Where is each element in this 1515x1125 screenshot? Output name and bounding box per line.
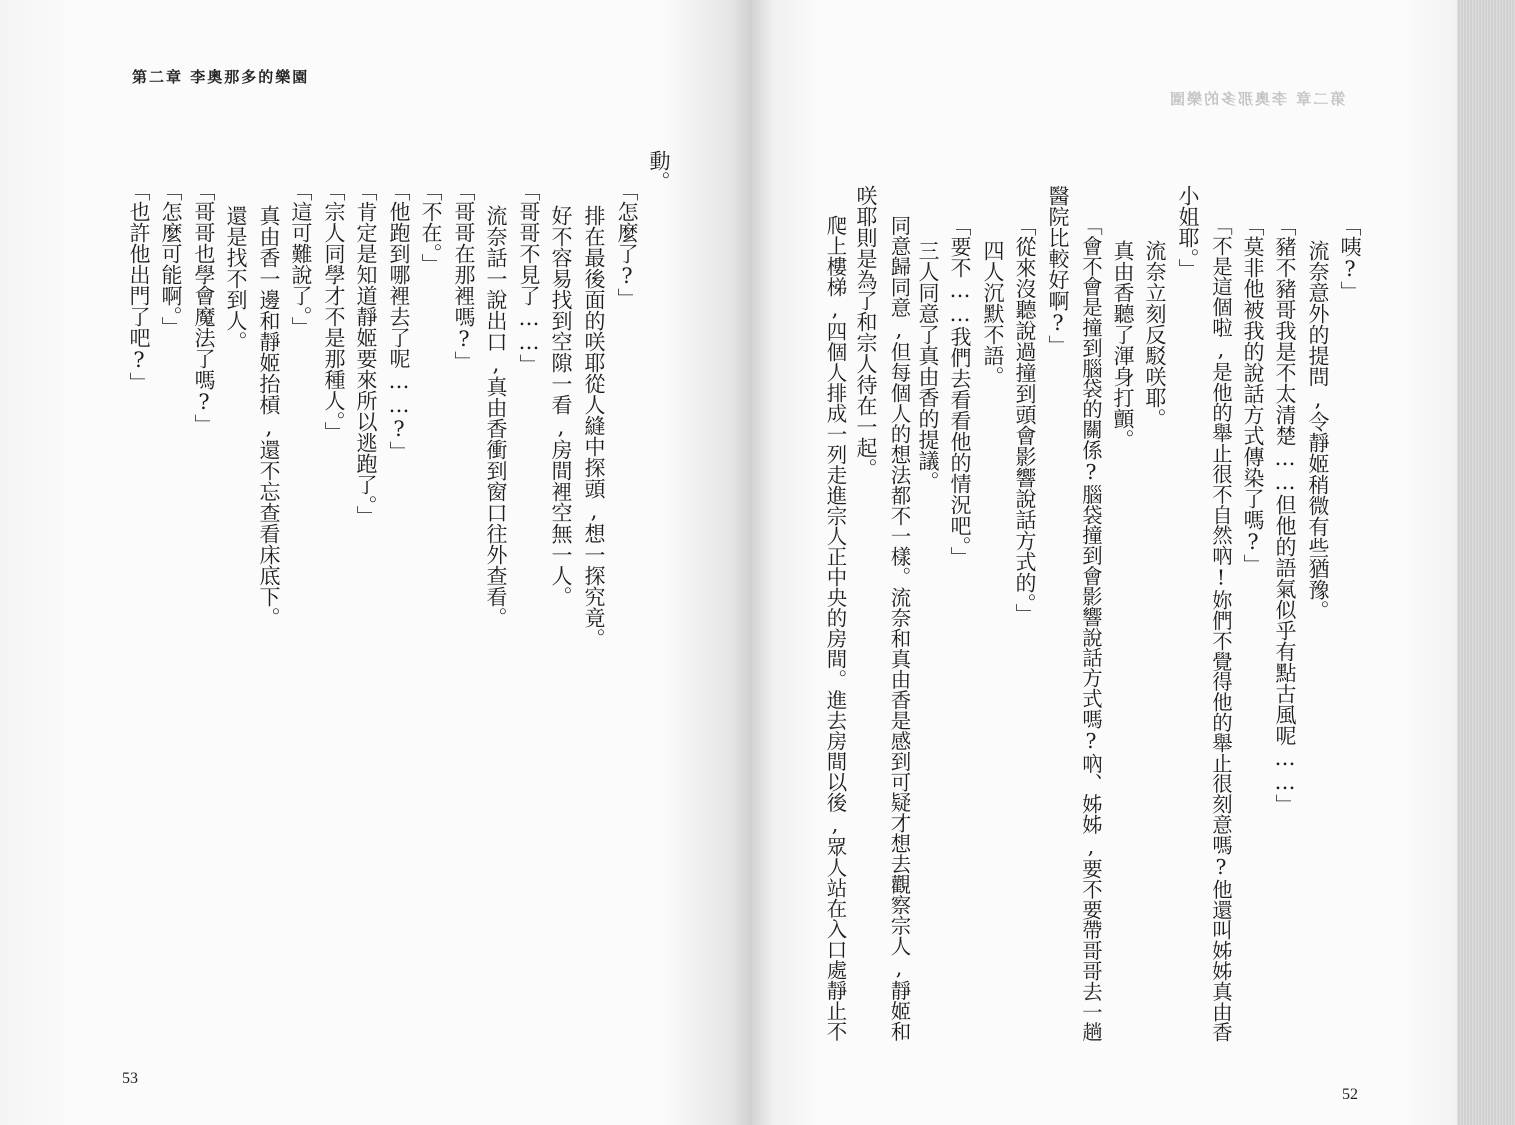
text-column: 動。 xyxy=(647,150,671,192)
text-column: 「宗人同學才不是那種人。」 xyxy=(322,180,346,443)
page-number: 53 xyxy=(122,1070,138,1087)
text-column: 四人沉默不語。 xyxy=(981,240,1005,387)
text-column: 「從來沒聽說過撞到頭會影響說話方式的。」 xyxy=(1013,215,1037,625)
running-head-bleed-through: 第二章 李奧那多的樂園 xyxy=(1168,90,1346,108)
text-column: 三人同意了真由香的提議。 xyxy=(916,240,940,492)
text-column: 咲耶則是為了和宗人待在一起。 xyxy=(854,185,878,479)
text-column: 「也許他出門了吧?」 xyxy=(127,180,151,393)
text-column: 「他跑到哪裡去了呢……?」 xyxy=(387,180,411,462)
text-column: 「咦?」 xyxy=(1338,215,1362,302)
text-column: 爬上樓梯,四個人排成一列走進宗人正中央的房間。進去房間以後,眾人站在入口處靜止不 xyxy=(823,215,847,1042)
left-page xyxy=(0,0,752,1125)
text-column: 「不是這個啦,是他的舉止很不自然吶!妳們不覺得他的舉止很刻意嗎?他還叫姊姊真由香 xyxy=(1209,215,1233,1043)
text-column: 「肯定是知道靜姬要來所以逃跑了。」 xyxy=(354,180,378,527)
text-column: 「這可難說了。」 xyxy=(289,180,313,338)
text-column: 真由香一邊和靜姬抬槓,還不忘查看床底下。 xyxy=(257,205,281,628)
text-column: 好不容易找到空隙一看,房間裡空無一人。 xyxy=(549,205,573,607)
text-column: 「哥哥不見了……」 xyxy=(517,180,541,375)
text-column: 「莫非他被我的說話方式傳染了嗎?」 xyxy=(1241,215,1265,575)
text-column: 同意歸同意,但每個人的想法都不一樣。流奈和真由香是感到可疑才想去觀察宗人,靜姬和 xyxy=(887,215,911,1042)
text-column: 流奈話一說出口,真由香衝到窗口往外查看。 xyxy=(484,205,508,628)
text-column: 小姐耶。」 xyxy=(1176,185,1200,280)
text-column: 還是找不到人。 xyxy=(224,205,248,352)
text-column: 真由香聽了渾身打顫。 xyxy=(1111,240,1135,450)
page-number: 52 xyxy=(1342,1086,1358,1103)
text-column: 醫院比較好啊?」 xyxy=(1046,185,1070,356)
right-page xyxy=(752,0,1457,1125)
text-column: 「豬不豬哥我是不太清楚……但他的語氣似乎有點古風呢……」 xyxy=(1273,215,1297,815)
running-head: 第二章 李奧那多的樂園 xyxy=(132,68,310,86)
text-column: 「要不……我們去看看他的情況吧。」 xyxy=(948,215,972,568)
text-column: 「會不會是撞到腦袋的關係?腦袋撞到會影響說話方式嗎?吶、姊姊,要不要帶哥哥去一趟 xyxy=(1079,215,1103,1043)
text-column: 「怎麼了?」 xyxy=(615,180,639,309)
text-column: 「哥哥在那裡嗎?」 xyxy=(452,180,476,372)
text-column: 流奈立刻反駁咲耶。 xyxy=(1143,240,1167,429)
text-column: 「不在。」 xyxy=(419,180,443,275)
text-column: 「怎麼可能啊。」 xyxy=(159,180,183,338)
text-column: 排在最後面的咲耶從人縫中探頭,想一探究竟。 xyxy=(582,205,606,649)
text-column: 流奈意外的提問,令靜姬稍微有些猶豫。 xyxy=(1306,240,1330,621)
text-column: 「哥哥也學會魔法了嗎?」 xyxy=(192,180,216,435)
page-edges xyxy=(1457,0,1515,1125)
